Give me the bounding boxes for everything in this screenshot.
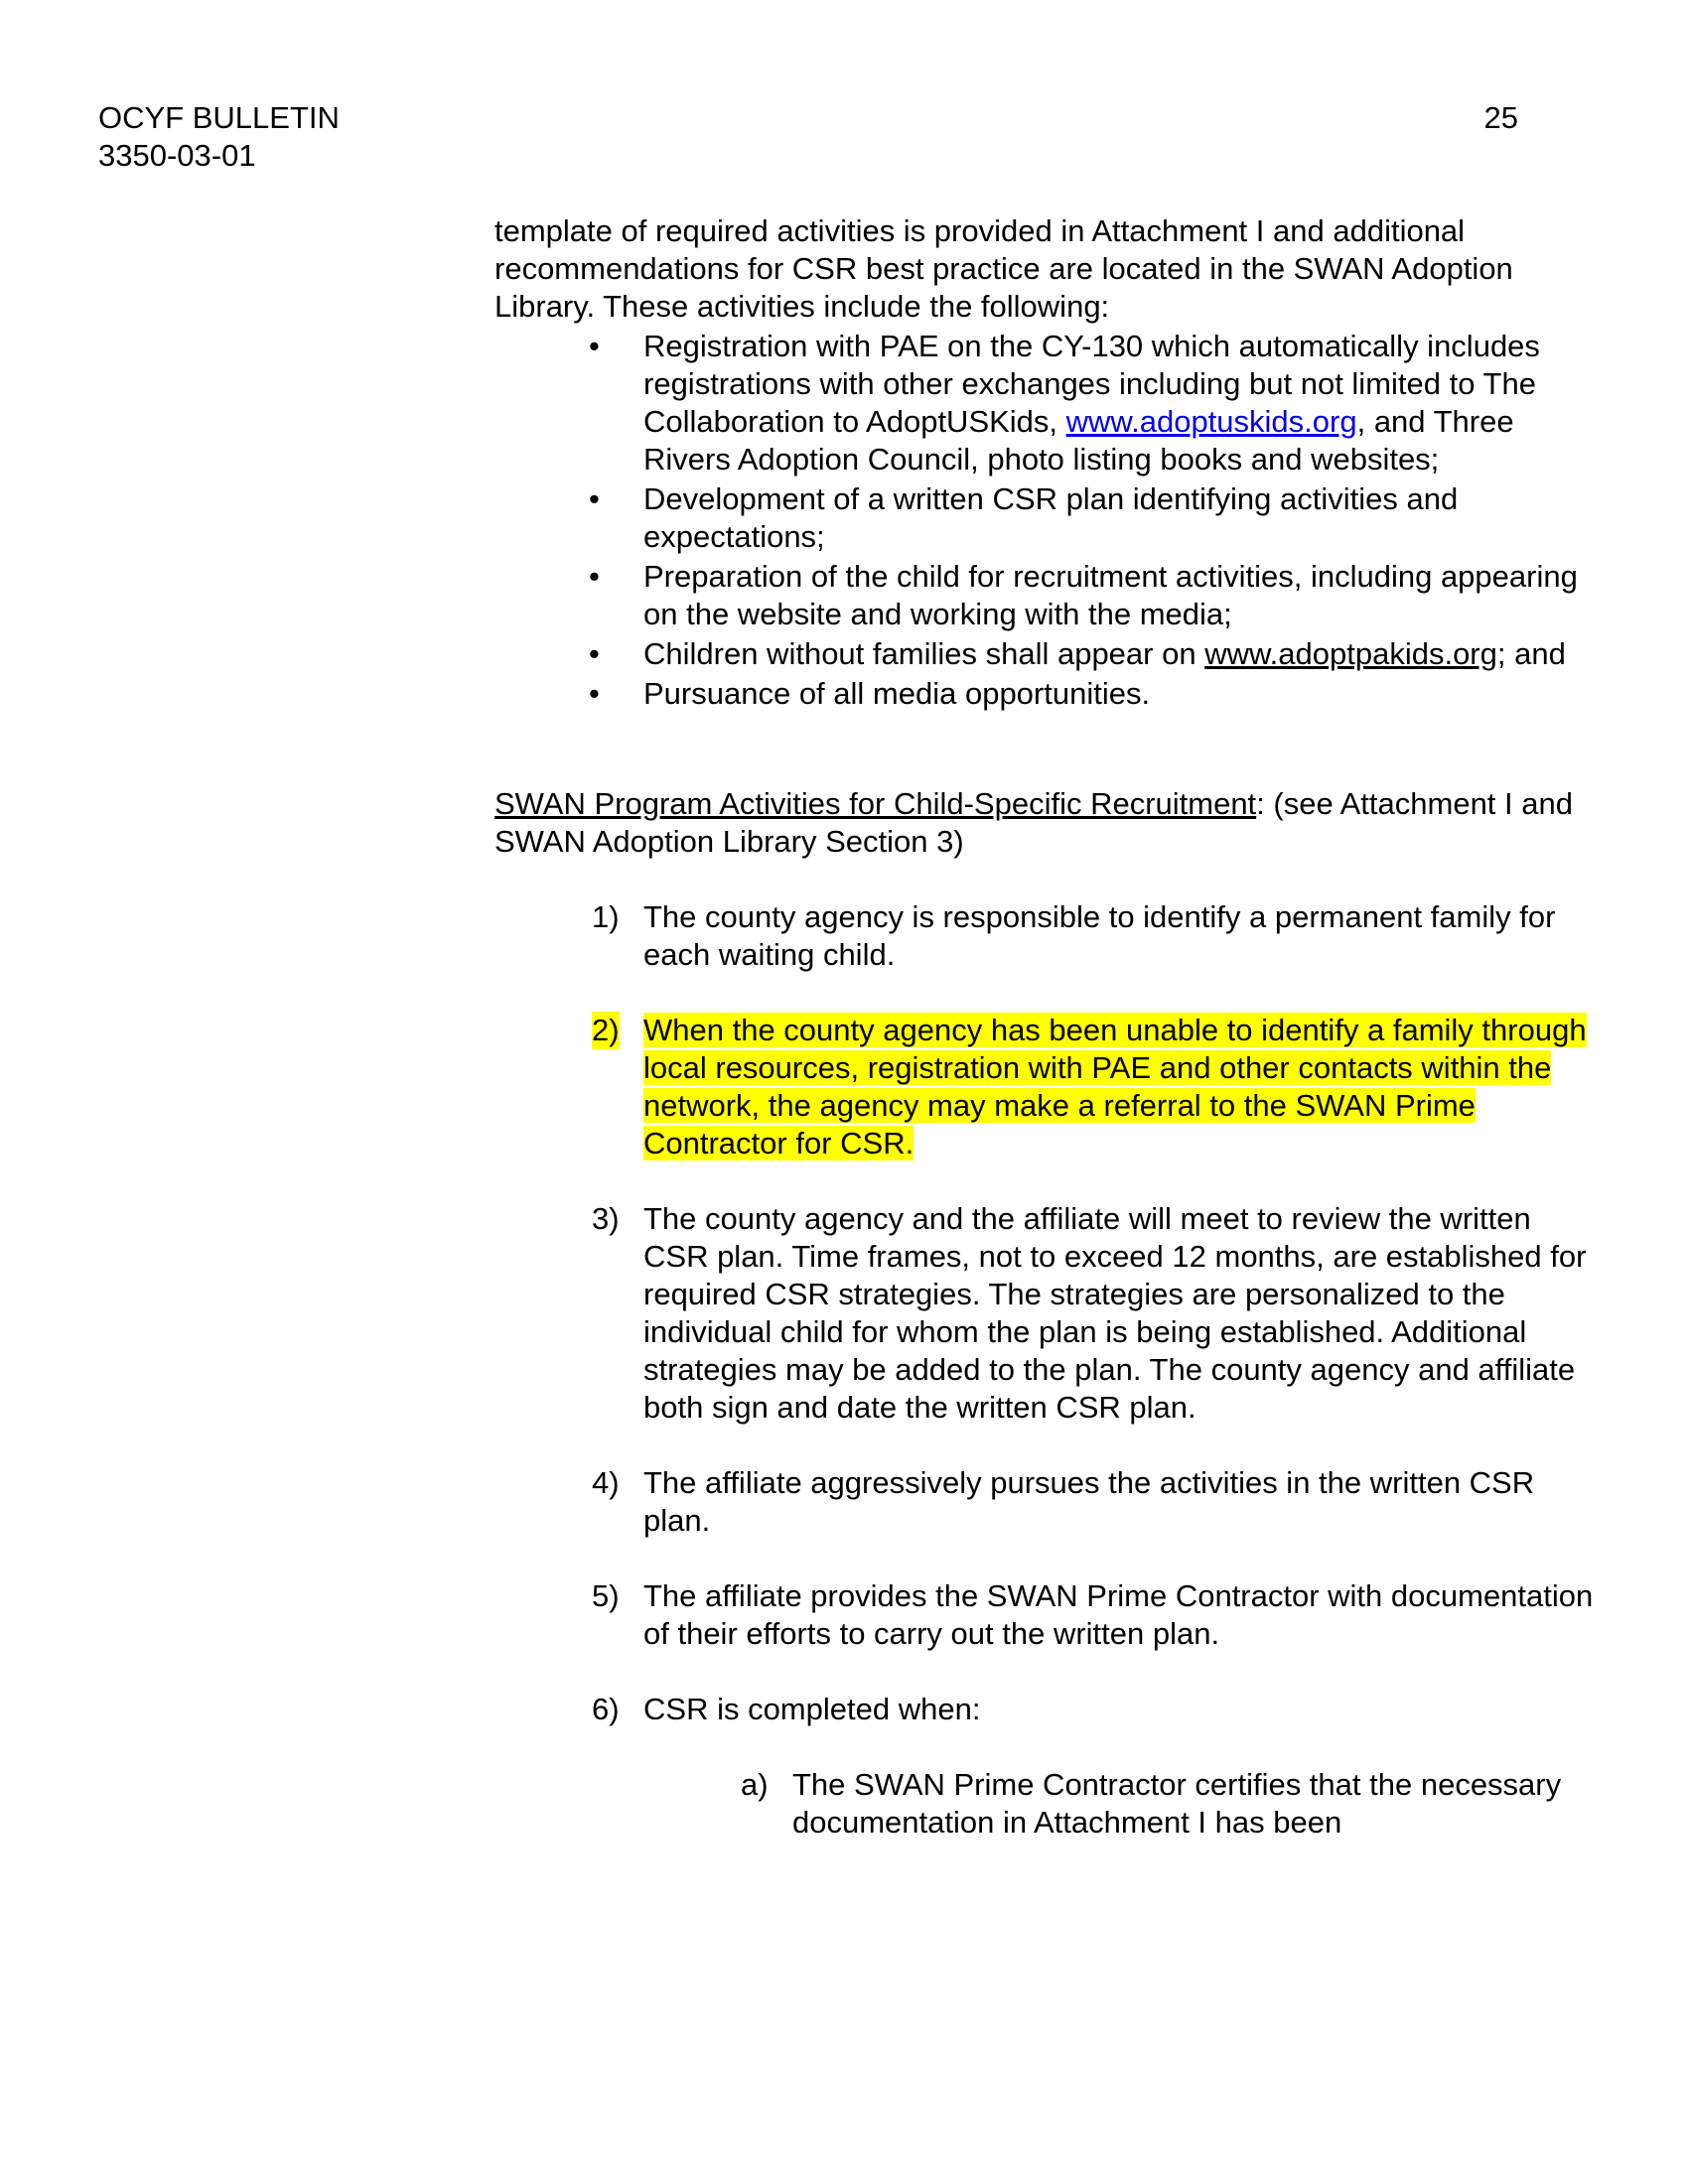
- list-item: [494, 675, 1597, 713]
- bullet-text: Pursuance of all media opportunities.: [643, 676, 1151, 711]
- list-item: [494, 898, 1597, 974]
- bullet-icon: •: [589, 676, 600, 711]
- list-item: [643, 1766, 1597, 1842]
- step-text: CSR is completed when:: [643, 1692, 981, 1726]
- substep-letter: a): [741, 1767, 769, 1802]
- intro-paragraph: template of required activities is provided in Attachment I and additional recommendations for CSR best practice are located in the SWAN Adoption Library. These activities include the following:: [494, 213, 1513, 324]
- bulletin-number: 3350-03-01: [98, 138, 256, 173]
- step-text: The county agency and the affiliate will meet to review the written CSR plan. Time frames, not to exceed 12 months, are established for required CSR strategies. The strategies are personalized to the individual child for whom the plan is being established. Additional strategies may be added to the plan. The county agency and affiliate both sign and date the written CSR plan.: [643, 1201, 1587, 1425]
- step-number: 1): [592, 899, 620, 934]
- list-item: [494, 1691, 1597, 1842]
- step-text: The county agency is responsible to identify a permanent family for each waiting child.: [643, 899, 1556, 972]
- adoptuskids-link[interactable]: www.adoptuskids.org: [1065, 404, 1357, 439]
- step-number: 6): [592, 1692, 620, 1726]
- section-title: SWAN Program Activities for Child-Specific Recruitment: [494, 786, 1257, 821]
- document-body: [494, 212, 1597, 1879]
- bulletin-id: [98, 99, 340, 175]
- bullet-text-end: , and Three Rivers Adoption Council, photo listing books and websites;: [643, 404, 1514, 477]
- bullet-icon: •: [589, 636, 600, 671]
- bulletin-title: OCYF BULLETIN: [98, 100, 340, 135]
- page-number: 25: [1483, 100, 1518, 135]
- list-item: [494, 1577, 1597, 1653]
- bullet-text-start: Children without families shall appear on: [643, 636, 1205, 671]
- section-reference: : (see Attachment I and SWAN Adoption Library Section 3): [494, 786, 1573, 859]
- step-number: 2): [592, 1013, 620, 1047]
- substep-text: The SWAN Prime Contractor certifies that the necessary documentation in Attachment I has been: [792, 1767, 1562, 1840]
- steps-list: [494, 898, 1597, 1842]
- step-text: The affiliate aggressively pursues the activities in the written CSR plan.: [643, 1465, 1535, 1538]
- list-item: [494, 1012, 1597, 1162]
- list-item: [494, 1464, 1597, 1540]
- bullet-text: Development of a written CSR plan identifying activities and expectations;: [643, 481, 1459, 554]
- completion-criteria-list: [643, 1766, 1597, 1842]
- list-item: [494, 635, 1597, 673]
- list-item: [494, 558, 1597, 633]
- adoptpakids-url: www.adoptpakids.org: [1204, 636, 1497, 671]
- bullet-text: Preparation of the child for recruitment activities, including appearing on the website and working with the media;: [643, 559, 1578, 631]
- bullet-text-end: ; and: [1496, 636, 1566, 671]
- list-item: [494, 480, 1597, 556]
- step-number: 4): [592, 1465, 620, 1500]
- highlighted-step-text: When the county agency has been unable to identify a family through local resources, registration with PAE and other contacts within the network, the agency may make a referral to the SWAN Prime Contractor for CSR.: [643, 1013, 1587, 1160]
- list-item: [494, 328, 1597, 478]
- section-heading: [494, 785, 1597, 861]
- bullet-icon: •: [589, 559, 600, 594]
- list-item: [494, 1200, 1597, 1427]
- activities-list: [494, 328, 1597, 713]
- bullet-icon: •: [589, 481, 600, 516]
- step-text: The affiliate provides the SWAN Prime Contractor with documentation of their efforts to carry out the written plan.: [643, 1578, 1594, 1651]
- bullet-icon: •: [589, 329, 600, 363]
- step-number: 3): [592, 1201, 620, 1236]
- bullet-text-start: Registration with PAE on the CY-130 which automatically includes registrations with other exchanges including but not limited to The Collaboration to AdoptUSKids,: [643, 329, 1540, 439]
- step-number: 5): [592, 1578, 620, 1613]
